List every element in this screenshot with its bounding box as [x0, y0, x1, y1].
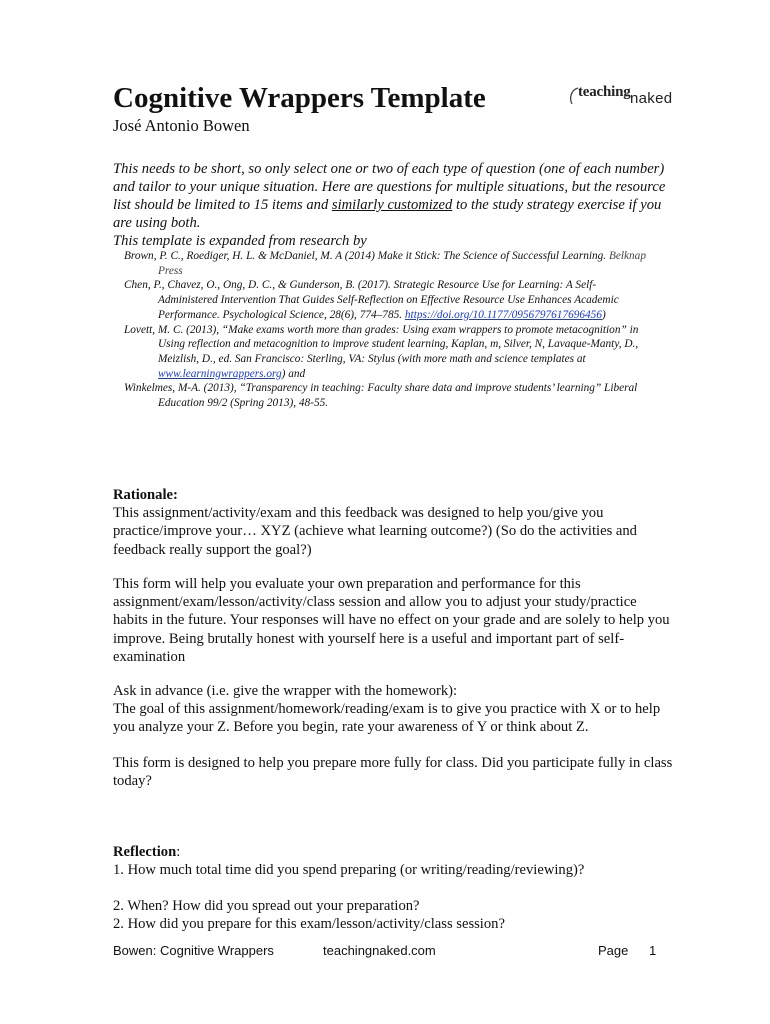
author-name: José Antonio Bowen [113, 116, 250, 135]
rationale-paragraph-1: This assignment/activity/exam and this feedback was designed to help you/give you practice/improve your… XYZ (achieve what learning outcome?) (So do the activities and feedback really support the goal?) [113, 505, 637, 558]
logo-word-teaching: teaching [578, 84, 631, 100]
footer-left: Bowen: Cognitive Wrappers [113, 943, 274, 958]
reference-text-end: ) and [281, 367, 306, 380]
reference-item [124, 278, 654, 322]
rationale-paragraph-2: This form will help you evaluate your own preparation and performance for this assignment/exam/lesson/activity/class session and allow you to adjust your study/practice habits in the future. Your responses will have no effect on your grade and are solely to help you improve. Being brutally honest with yourself here is a useful and important part of self-examination [113, 576, 670, 665]
logo-word-naked: naked [630, 90, 673, 107]
reference-text: Winkelmes, M-A. (2013), “Transparency in teaching: Faculty share data and improve students’ learning” Liberal Education 99/2 (Spring 2013), 48-55. [124, 382, 638, 410]
participation-paragraph: This form is designed to help you prepare more fully for class. Did you participate fully in class today? [113, 755, 673, 790]
intro-section [113, 160, 673, 250]
question-2b: 2. How did you prepare for this exam/lesson/activity/class session? [113, 916, 505, 933]
reference-publisher: Belknap Press [158, 250, 646, 277]
document-title: Cognitive Wrappers Template [113, 82, 486, 114]
ask-in-advance-line: Ask in advance (i.e. give the wrapper with the homework): [113, 683, 458, 699]
reference-text: Chen, P., Chavez, O., Ong, D. C., & Gunderson, B. (2017). Strategic Resource Use for Learning: A Self-Administered Intervention That Guides Self-Reflection on Effective Resource Use Enhances Academic Performance. Psychological Science, 28(6), 774–785. [124, 279, 619, 321]
reference-list [124, 249, 654, 411]
rationale-heading: Rationale: [113, 487, 178, 503]
question-2a: 2. When? How did you spread out your preparation? [113, 898, 420, 914]
research-lead: This template is expanded from research by [113, 233, 367, 249]
reflection-questions-2 [113, 897, 673, 933]
reflection-heading: Reflection [113, 844, 177, 860]
reference-text: Lovett, M. C. (2013), “Make exams worth more than grades: Using exam wrappers to promote metacognition” in Using reflection and metacognition to improve student learning, Kaplan, m, Silver, N, Lavaque-Manty, D., Meizlish, D., ed. San Francisco: Sterling, VA: Stylus (with more math and science templates at [124, 323, 639, 365]
teachingnaked-logo [568, 84, 678, 108]
participation-block [113, 754, 673, 790]
intro-paragraph [113, 160, 673, 232]
ask-in-advance-block [113, 682, 673, 737]
rationale-section [113, 486, 673, 559]
learningwrappers-link[interactable]: www.learningwrappers.org [158, 367, 282, 380]
footer-page-label: Page [598, 943, 629, 958]
goal-paragraph: The goal of this assignment/homework/reading/exam is to give you practice with X or to help you analyze your Z. Before you begin, rate your awareness of Y or think about Z. [113, 701, 661, 736]
reference-item [124, 381, 654, 410]
reflection-section [113, 843, 673, 879]
reference-text-end: ) [601, 308, 606, 321]
reference-item [124, 249, 654, 278]
doi-link[interactable]: https://doi.org/10.1177/0956797617696456 [404, 308, 602, 321]
reflection-heading-line [113, 843, 673, 861]
underlined-phrase: similarly customized [331, 197, 453, 213]
reference-item [124, 323, 654, 382]
intro-text-end: to the study strategy exercise if you are using both. [113, 197, 662, 231]
reflection-colon: : [176, 844, 181, 860]
footer-website: teachingnaked.com [323, 943, 436, 958]
rationale-paragraph-2-block [113, 575, 673, 666]
footer-page-number: 1 [649, 943, 657, 958]
intro-text: This needs to be short, so only select one or two of each type of question (one of each number) and tailor to your unique situation. Here are questions for multiple situations, but the resource list should be limited to 15 items and [113, 161, 666, 213]
reference-text: Brown, P. C., Roediger, H. L. & McDaniel, M. A (2014) Make it Stick: The Science of Successful Learning. [124, 250, 609, 262]
question-1: 1. How much total time did you spend preparing (or writing/reading/reviewing)? [113, 862, 585, 879]
